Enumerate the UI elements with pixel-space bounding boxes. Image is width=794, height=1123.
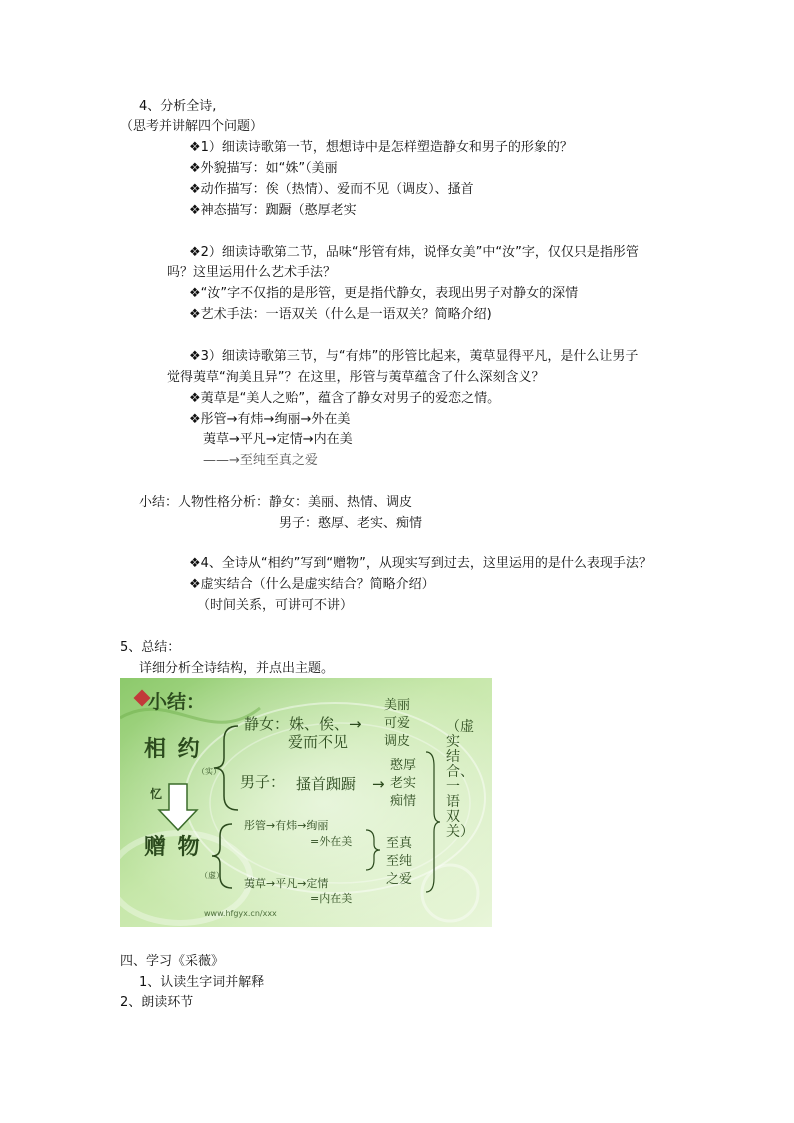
question-3: ❖3）细读诗歌第三节，与“有炜”的彤管比起来，荑草显得平凡，是什么让男子 — [189, 349, 639, 364]
slide-aier: 爱而不见 — [288, 733, 349, 751]
slide-laoshi: 老实 — [390, 776, 417, 791]
summary-nanzi: 男子：憨厚、老实、痴情 — [279, 516, 423, 531]
section-4-heading: 4、分析全诗, — [139, 99, 217, 114]
answer-xushi: ❖虚实结合（什么是虚实结合？简略介绍） — [189, 577, 435, 592]
slide-zengwu: 赠 物 — [144, 835, 202, 860]
slide-waizai: =外在美 — [310, 835, 353, 848]
answer-yicao: ❖荑草是“美人之贻”，蕴含了静女对男子的爱恋之情。 — [189, 391, 501, 406]
slide-meili: 美丽 — [384, 698, 411, 713]
summary-jingnv: 小结：人物性格分析：静女：美丽、热情、调皮 — [139, 495, 413, 510]
section-5-desc: 详细分析全诗结构，并点出主题。 — [139, 661, 335, 676]
chain-tongguan: ❖彤管→有炜→绚丽→外在美 — [189, 412, 351, 427]
section-four-item-1: 1、认读生字词并解释 — [139, 975, 265, 990]
question-1: ❖1）细读诗歌第一节，想想诗中是怎样塑造静女和男子的形象的？ — [189, 140, 573, 155]
question-2: ❖2）细读诗歌第二节，品味“彤管有炜，说怿女美”中“汝”字，仅仅只是指彤管 — [189, 245, 639, 260]
slide-nanzi: 男子： — [240, 773, 286, 791]
slide-url: www.hfgyx.cn/xxx — [204, 909, 277, 918]
question-3-cont: 觉得荑草“洵美且异”？在这里，彤管与荑草蕴含了什么深刻含义？ — [167, 370, 545, 385]
slide-zhizhen: 至真 — [386, 836, 413, 851]
slide-chiqing: 痴情 — [390, 794, 417, 809]
answer-appearance: ❖外貌描写：如“姝”（美丽 — [189, 161, 338, 176]
slide-keai: 可爱 — [384, 716, 411, 731]
slide-title: 小结： — [148, 691, 206, 713]
slide-saoshou: 搔首踟蹰 — [296, 775, 357, 793]
question-4: ❖4、全诗从“相约”写到“赠物”，从现实写到过去，这里运用的是什么表现手法？ — [189, 556, 652, 571]
slide-arrow: → — [372, 775, 385, 793]
slide-yi: 忆 — [150, 787, 163, 801]
slide-tongguan: 彤管→有炜→绚丽 — [244, 819, 329, 832]
section-four-item-2: 2、朗读环节 — [120, 995, 194, 1010]
slide-zhichun: 至纯 — [386, 854, 413, 869]
answer-action: ❖动作描写：俟（热情）、爱而不见（调皮）、搔首 — [189, 182, 474, 197]
answer-pun: ❖艺术手法：一语双关（什么是一语双关？简略介绍) — [189, 307, 492, 322]
slide-neizai: =内在美 — [310, 892, 353, 905]
section-4-note: （思考并讲解四个问题） — [120, 119, 264, 134]
time-note: （时间关系，可讲可不讲） — [197, 598, 354, 613]
slide-zhiai: 之爱 — [386, 872, 413, 887]
chain-love: ——→至纯至真之爱 — [203, 453, 318, 468]
chain-yicao: 荑草→平凡→定情→内在美 — [203, 432, 353, 447]
slide-hanhou: 憨厚 — [390, 758, 417, 773]
slide-yicao: 荑草→平凡→定情 — [244, 877, 329, 890]
question-2-cont: 吗？这里运用什么艺术手法？ — [167, 265, 337, 280]
summary-slide — [120, 678, 492, 927]
section-5-heading: 5、总结： — [120, 640, 181, 655]
slide-xiangyue: 相 约 — [144, 737, 202, 762]
answer-ru: ❖“汝”字不仅指的是彤管，更是指代静女，表现出男子对静女的深情 — [189, 286, 579, 301]
slide-tiaopi: 调皮 — [384, 734, 411, 749]
slide-shi: （实） — [197, 767, 221, 776]
slide-jingnv: 静女：姝、俟、→ — [244, 715, 362, 733]
slide-xu: （虚） — [200, 871, 224, 880]
section-four-heading: 四、学习《采薇》 — [120, 954, 225, 969]
slide-vertical-label: （虚实结合、一语双关） — [446, 719, 474, 840]
answer-expression: ❖神态描写：踟蹰（憨厚老实 — [189, 203, 357, 218]
